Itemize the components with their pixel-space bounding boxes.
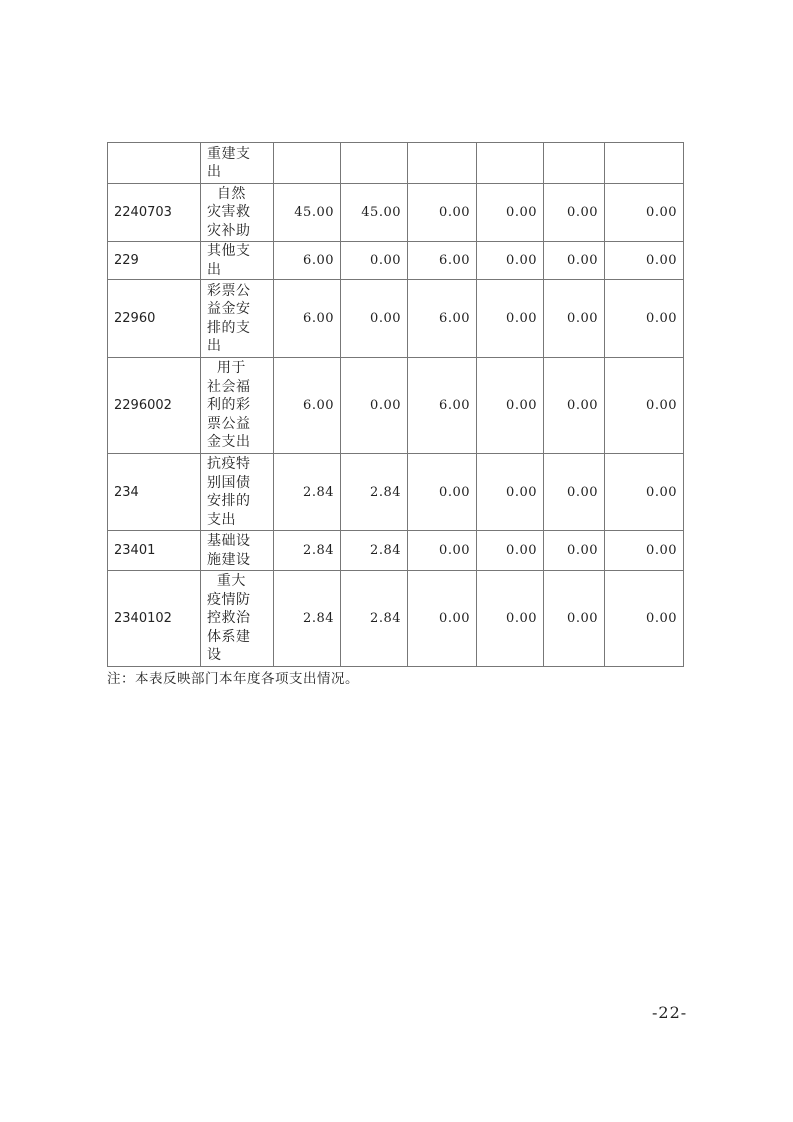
cell-value: 45.00 [341, 184, 408, 242]
row-name-text: 重建支 出 [207, 145, 251, 180]
row-name-text: 彩票公 益金安 排的支 出 [207, 282, 251, 354]
row-code: 22960 [108, 280, 201, 358]
cell-value: 2.84 [341, 531, 408, 571]
row-name [201, 531, 274, 571]
row-code: 23401 [108, 531, 201, 571]
table-row [108, 242, 684, 280]
table-row [108, 571, 684, 667]
cell-value: 0.00 [544, 358, 605, 454]
row-code: 2240703 [108, 184, 201, 242]
cell-value: 6.00 [408, 280, 477, 358]
cell-value: 0.00 [544, 454, 605, 531]
cell-value: 0.00 [544, 531, 605, 571]
row-name [201, 358, 274, 454]
cell-value [605, 143, 684, 184]
table-note: 注：本表反映部门本年度各项支出情况。 [107, 671, 359, 687]
cell-value [274, 143, 341, 184]
cell-value: 2.84 [341, 454, 408, 531]
row-name [201, 571, 274, 667]
row-name [201, 280, 274, 358]
cell-value: 0.00 [544, 242, 605, 280]
row-name [201, 454, 274, 531]
cell-value: 6.00 [274, 280, 341, 358]
cell-value: 0.00 [605, 454, 684, 531]
row-name [201, 143, 274, 184]
cell-value: 6.00 [408, 242, 477, 280]
row-code: 229 [108, 242, 201, 280]
cell-value: 0.00 [408, 531, 477, 571]
table-row [108, 143, 684, 184]
row-name-text: 其他支 出 [207, 243, 251, 278]
table-row [108, 280, 684, 358]
cell-value: 2.84 [274, 531, 341, 571]
cell-value: 0.00 [544, 184, 605, 242]
row-name-text: 基础设 施建设 [207, 533, 251, 568]
cell-value: 2.84 [274, 454, 341, 531]
cell-value: 6.00 [274, 242, 341, 280]
table-row [108, 454, 684, 531]
cell-value: 2.84 [274, 571, 341, 667]
cell-value: 0.00 [544, 280, 605, 358]
cell-value: 0.00 [408, 571, 477, 667]
cell-value: 0.00 [477, 531, 544, 571]
row-name [201, 184, 274, 242]
cell-value: 6.00 [408, 358, 477, 454]
cell-value: 0.00 [605, 280, 684, 358]
table-row [108, 531, 684, 571]
cell-value: 0.00 [605, 531, 684, 571]
cell-value: 0.00 [477, 454, 544, 531]
cell-value: 0.00 [408, 454, 477, 531]
table-row [108, 358, 684, 454]
row-code: 234 [108, 454, 201, 531]
cell-value: 0.00 [605, 571, 684, 667]
cell-value: 45.00 [274, 184, 341, 242]
cell-value: 0.00 [341, 242, 408, 280]
cell-value [477, 143, 544, 184]
cell-value: 0.00 [477, 280, 544, 358]
row-name-text: 用于 社会福 利的彩 票公益 金支出 [207, 360, 251, 451]
cell-value: 0.00 [477, 571, 544, 667]
cell-value: 2.84 [341, 571, 408, 667]
cell-value: 0.00 [605, 358, 684, 454]
row-name-text: 重大 疫情防 控救治 体系建 设 [207, 573, 251, 664]
row-name-text: 自然 灾害救 灾补助 [207, 185, 251, 239]
cell-value [408, 143, 477, 184]
cell-value [341, 143, 408, 184]
cell-value: 0.00 [544, 571, 605, 667]
cell-value: 0.00 [477, 184, 544, 242]
table-row [108, 184, 684, 242]
expenditure-table [107, 142, 684, 667]
row-code: 2340102 [108, 571, 201, 667]
cell-value: 0.00 [477, 358, 544, 454]
row-code: 2296002 [108, 358, 201, 454]
cell-value: 0.00 [341, 280, 408, 358]
row-code [108, 143, 201, 184]
cell-value: 0.00 [408, 184, 477, 242]
cell-value: 0.00 [605, 184, 684, 242]
cell-value: 6.00 [274, 358, 341, 454]
row-name-text: 抗疫特 别国债 安排的 支出 [207, 456, 251, 528]
cell-value: 0.00 [605, 242, 684, 280]
cell-value: 0.00 [341, 358, 408, 454]
row-name [201, 242, 274, 280]
cell-value [544, 143, 605, 184]
cell-value: 0.00 [477, 242, 544, 280]
page-number: -22- [652, 1003, 688, 1022]
